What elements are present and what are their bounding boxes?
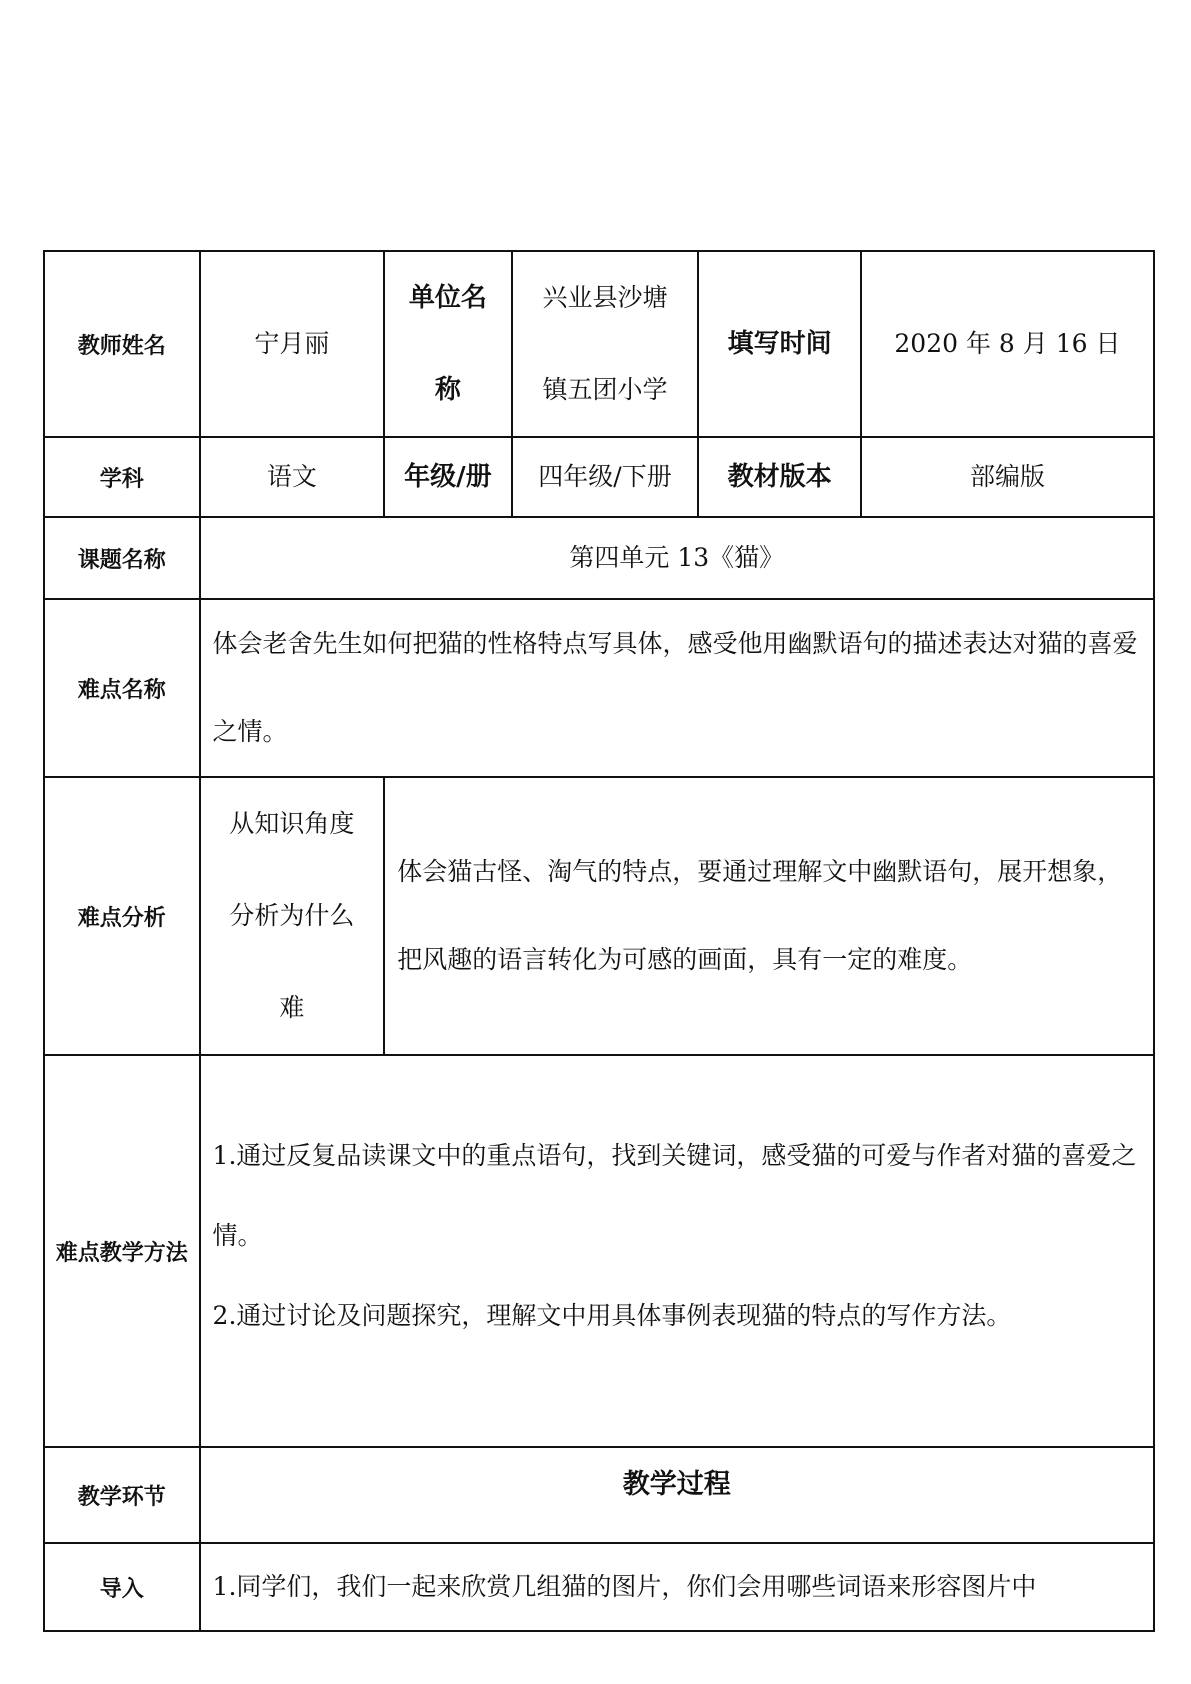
unit-name-label-line1: 单位名 (408, 283, 487, 313)
analysis-sub-label-line3: 难 (279, 993, 305, 1022)
intro-text: 1.同学们，我们一起来欣赏几组猫的图片，你们会用哪些词语来形容图片中 (200, 1543, 1154, 1631)
edition-value: 部编版 (861, 437, 1154, 517)
unit-name-label-line2: 称 (434, 375, 461, 405)
header-row (44, 251, 1154, 437)
teaching-process-heading: 教学过程 (200, 1447, 1154, 1543)
teacher-name-label: 教师姓名 (44, 251, 200, 437)
teacher-name-value: 宁月丽 (200, 251, 385, 437)
fill-date-label: 填写时间 (698, 251, 861, 437)
difficulty-text: 体会老舍先生如何把猫的性格特点写具体，感受他用幽默语句的描述表达对猫的喜爱之情。 (200, 599, 1154, 777)
difficulty-row (44, 599, 1154, 777)
intro-row (44, 1543, 1154, 1631)
topic-label: 课题名称 (44, 517, 200, 599)
school-name-value (512, 251, 699, 437)
methods-content (200, 1055, 1154, 1447)
unit-name-label (384, 251, 511, 437)
fill-date-value: 2020 年 8 月 16 日 (861, 251, 1154, 437)
subject-row (44, 437, 1154, 517)
analysis-sub-label-line1: 从知识角度 (229, 809, 355, 838)
analysis-row (44, 777, 1154, 1055)
analysis-label: 难点分析 (44, 777, 200, 1055)
methods-label: 难点教学方法 (44, 1055, 200, 1447)
difficulty-label: 难点名称 (44, 599, 200, 777)
grade-value: 四年级/下册 (512, 437, 699, 517)
grade-label: 年级/册 (384, 437, 511, 517)
lesson-plan-table (43, 250, 1155, 1632)
lesson-plan-sheet (43, 250, 1155, 1632)
methods-row (44, 1055, 1154, 1447)
topic-value: 第四单元 13《猫》 (200, 517, 1154, 599)
process-header-row (44, 1447, 1154, 1543)
teaching-stage-label: 教学环节 (44, 1447, 200, 1543)
method-item-1: 1.通过反复品读课文中的重点语句，找到关键词，感受猫的可爱与作者对猫的喜爱之情。 (212, 1141, 1137, 1250)
analysis-sub-label (200, 777, 385, 1055)
method-item-2: 2.通过讨论及问题探究，理解文中用具体事例表现猫的特点的写作方法。 (212, 1301, 1012, 1330)
subject-value: 语文 (200, 437, 385, 517)
intro-label: 导入 (44, 1543, 200, 1631)
subject-label: 学科 (44, 437, 200, 517)
topic-row (44, 517, 1154, 599)
analysis-sub-label-line2: 分析为什么 (229, 901, 355, 930)
analysis-text: 体会猫古怪、淘气的特点，要通过理解文中幽默语句，展开想象，把风趣的语言转化为可感的画面，具有一定的难度。 (384, 777, 1154, 1055)
school-name-line1: 兴业县沙塘 (542, 283, 668, 312)
school-name-line2: 镇五团小学 (542, 375, 668, 404)
edition-label: 教材版本 (698, 437, 861, 517)
